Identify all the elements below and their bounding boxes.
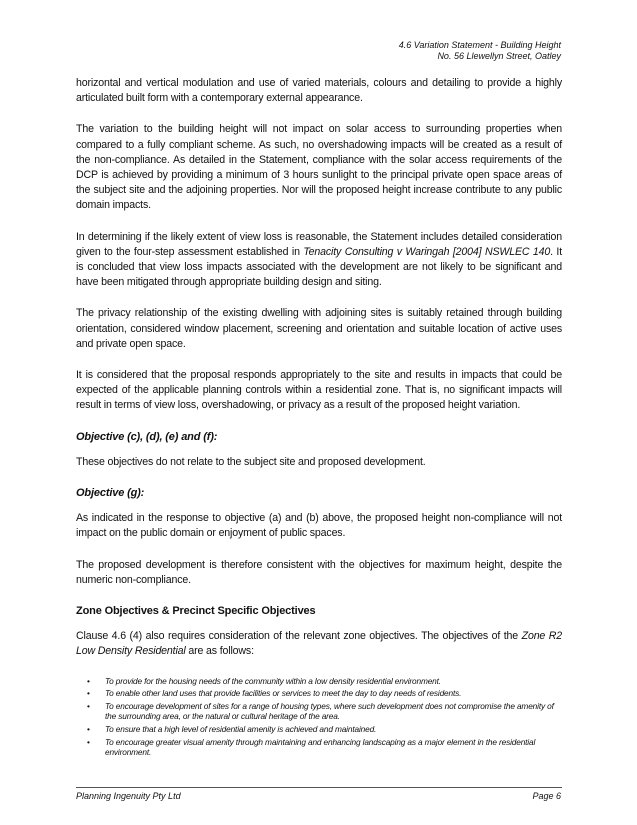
page-number: Page 6: [532, 791, 561, 801]
zone-objectives-list: [76, 676, 562, 758]
footer-divider: [76, 787, 562, 788]
paragraph: As indicated in the response to objective (a) and (b) above, the proposed height non-compliance will not impact on the public domain or enjoyment of public spaces.: [76, 512, 562, 540]
list-item: • To provide for the housing needs of the community within a low density residential environment.: [76, 676, 562, 687]
list-item: • To ensure that a high level of residential amenity is achieved and maintained.: [76, 724, 562, 735]
paragraph: The privacy relationship of the existing dwelling with adjoining sites is suitably retained through building orientation, considered window placement, screening and orientation and suitable location of active uses and private open space.: [76, 307, 562, 350]
list-item: • To encourage greater visual amenity through maintaining and enhancing landscaping as a major element in the residential environment.: [76, 737, 562, 758]
page-body: [76, 76, 562, 760]
paragraph: The variation to the building height will not impact on solar access to surrounding properties when compared to a fully compliant scheme. As such, no overshadowing impacts will be created as a result of the non-compliance. As detailed in the Statement, compliance with the solar access requirements of the DCP is achieved by providing a minimum of 3 hours sunlight to the principal private open space areas of the subject site and the adjoining properties. Nor will the proposed height increase contribute to any public domain impacts.: [76, 123, 562, 212]
page-header: [399, 40, 561, 62]
paragraph: These objectives do not relate to the subject site and proposed development.: [76, 455, 426, 468]
header-address: No. 56 Llewellyn Street, Oatley: [437, 51, 561, 61]
case-citation: Tenacity Consulting v Waringah [2004] NSWLEC 140: [303, 245, 551, 258]
zone-name: Zone R2 Low Density Residential: [76, 630, 562, 658]
list-item: • To enable other land uses that provide facilities or services to meet the day to day needs of residents.: [76, 688, 562, 699]
paragraph: The proposed development is therefore consistent with the objectives for maximum height, despite the numeric non-compliance.: [76, 558, 562, 586]
paragraph: In determining if the likely extent of view loss is reasonable, the Statement includes detailed consideration given to the four-step assessment established in Tenacity Consulting v Waringah [2004] NSWLEC 140. It is concluded that view loss impacts associated with the development are not likely to be significant and have been mitigated through appropriate building design and siting.: [76, 230, 562, 289]
section-heading-objective-cdef: Objective (c), (d), (e) and (f):: [76, 430, 218, 443]
paragraph: horizontal and vertical modulation and use of varied materials, colours and detailing to provide a highly articulated built form with a contemporary external appearance.: [76, 77, 562, 105]
list-item: • To encourage development of sites for a range of housing types, where such development does not compromise the amenity of the surrounding area, or the natural or cultural heritage of the area.: [76, 701, 562, 722]
footer-company: Planning Ingenuity Pty Ltd: [76, 791, 181, 801]
paragraph: Clause 4.6 (4) also requires consideration of the relevant zone objectives. The objectives of the Zone R2 Low Density Residential are as follows:: [76, 630, 562, 658]
header-title: 4.6 Variation Statement - Building Height: [398, 40, 561, 50]
paragraph: It is considered that the proposal responds appropriately to the site and results in impacts that could be expected of the applicable planning controls within a residential zone. That is, no significant impacts will result in terms of view loss, overshadowing, or privacy as a result of the proposed height variation.: [76, 369, 562, 412]
section-heading-zone-objectives: Zone Objectives & Precinct Specific Objectives: [76, 605, 316, 618]
section-heading-objective-g: Objective (g):: [76, 487, 145, 500]
